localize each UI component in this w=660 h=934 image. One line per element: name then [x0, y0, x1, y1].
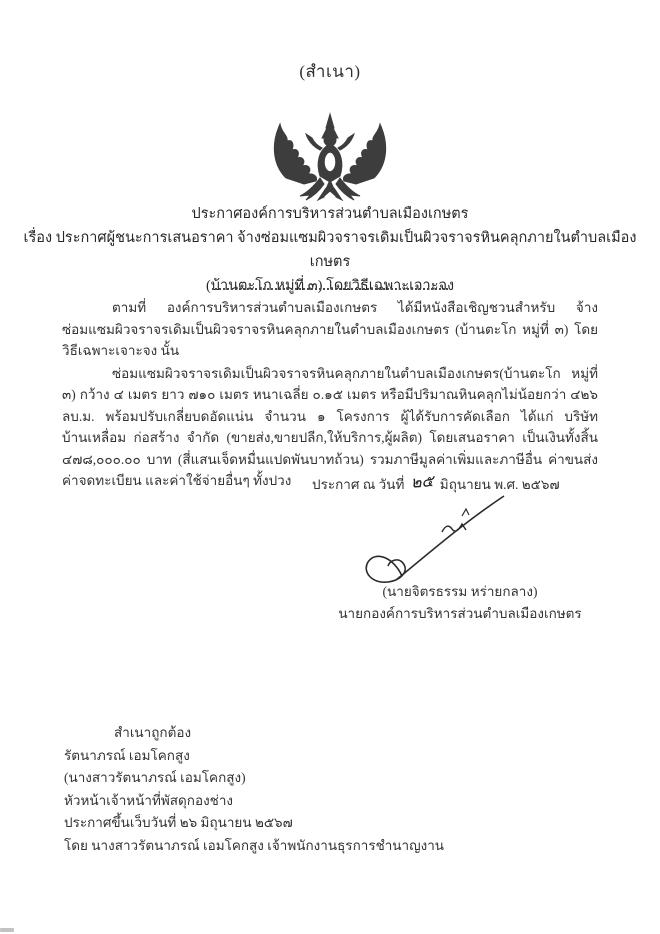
copy-label: (สำเนา) — [299, 62, 361, 81]
scanner-edge-artifact — [0, 928, 14, 932]
body-paragraph-1: ตามที่ องค์การบริหารส่วนตำบลเมืองเกษตร ได้มีหนังสือเชิญชวนสำหรับ จ้างซ่อมแซมผิวจราจรเดิมเป็นผิวจราจรหินคลุกภายในตำบลเมืองเกษตร (บ้านตะโก หมู่ที่ ๓) โดยวิธีเฉพาะเจาะจง นั้น — [62, 300, 598, 358]
handwritten-signature — [358, 488, 518, 592]
copy-certification-block — [64, 722, 484, 857]
project-method-line: (บ้านตะโก หมู่ที่ ๓) โดยวิธีเฉพาะเจาะจง — [205, 278, 455, 294]
certified-true-copy-label: สำเนาถูกต้อง — [114, 725, 192, 740]
certifier-full-name: (นางสาวรัตนาภรณ์ เอมโคกสูง) — [64, 770, 246, 785]
handwritten-day-number: ๒๕ — [410, 473, 434, 492]
signer-name: (นายจิตรธรรม หร่ายกลาง) — [382, 584, 538, 599]
body-paragraph-2: ซ่อมแซมผิวจราจรเดิมเป็นผิวจราจรหินคลุกภายในตำบลเมืองเกษตร(บ้านตะโก หมู่ที่ ๓) กว้าง ๔ เมตร ยาว ๗๑๐ เมตร หนาเฉลี่ย ๐.๑๕ เมตร หรือมีปริมาณหินคลุกไม่น้อยกว่า ๔๒๖ ลบ.ม. พร้อมปรับเกลี่ยบดอัดแน่น จำนวน ๑ โครงการ ผู้ได้รับการคัดเลือก ได้แก่ บริษัท บ้านเหลื่อม ก่อสร้าง จำกัด (ขายส่ง,ขายปลีก,ให้บริการ,ผู้ผลิต) โดยเสนอราคา เป็นเงินทั้งสิ้น ๔๗๘,๐๐๐.๐๐ บาท (สี่แสนเจ็ดหมื่นแปดพันบาทถ้วน) รวมภาษีมูลค่าเพิ่มและภาษีอื่น ค่าขนส่ง ค่าจดทะเบียน และค่าใช้จ่ายอื่นๆ ทั้งปวง — [62, 365, 598, 488]
announcement-body — [62, 297, 598, 492]
issuing-authority-title: ประกาศองค์การบริหารส่วนตำบลเมืองเกษตร — [191, 206, 469, 222]
dotted-separator-line — [212, 288, 448, 290]
signer-position: นายกองค์การบริหารส่วนตำบลเมืองเกษตร — [338, 606, 582, 621]
garuda-emblem-icon — [264, 108, 396, 202]
announcement-title-block — [20, 202, 640, 298]
certifier-signed-name: รัตนาภรณ์ เอมโคกสูง — [64, 747, 190, 763]
certifier-position: หัวหน้าเจ้าหน้าที่พัสดุกองช่าง — [64, 792, 234, 808]
date-suffix: มิถุนายน พ.ศ. ๒๕๖๗ — [439, 477, 560, 492]
date-prefix: ประกาศ ณ วันที่ — [312, 477, 405, 492]
subject-line: เรื่อง ประกาศผู้ชนะการเสนอราคา จ้างซ่อมแซมผิวจราจรเดิมเป็นผิวจราจรหินคลุกภายในตำบลเมืองเกษตร — [23, 230, 637, 270]
web-posting-officer: โดย นางสาวรัตนาภรณ์ เอมโคกสูง เจ้าพนักงานธุรการชำนาญงาน — [64, 837, 445, 853]
web-posting-date: ประกาศขึ้นเว็บวันที่ ๒๖ มิถุนายน ๒๕๖๗ — [64, 815, 293, 830]
